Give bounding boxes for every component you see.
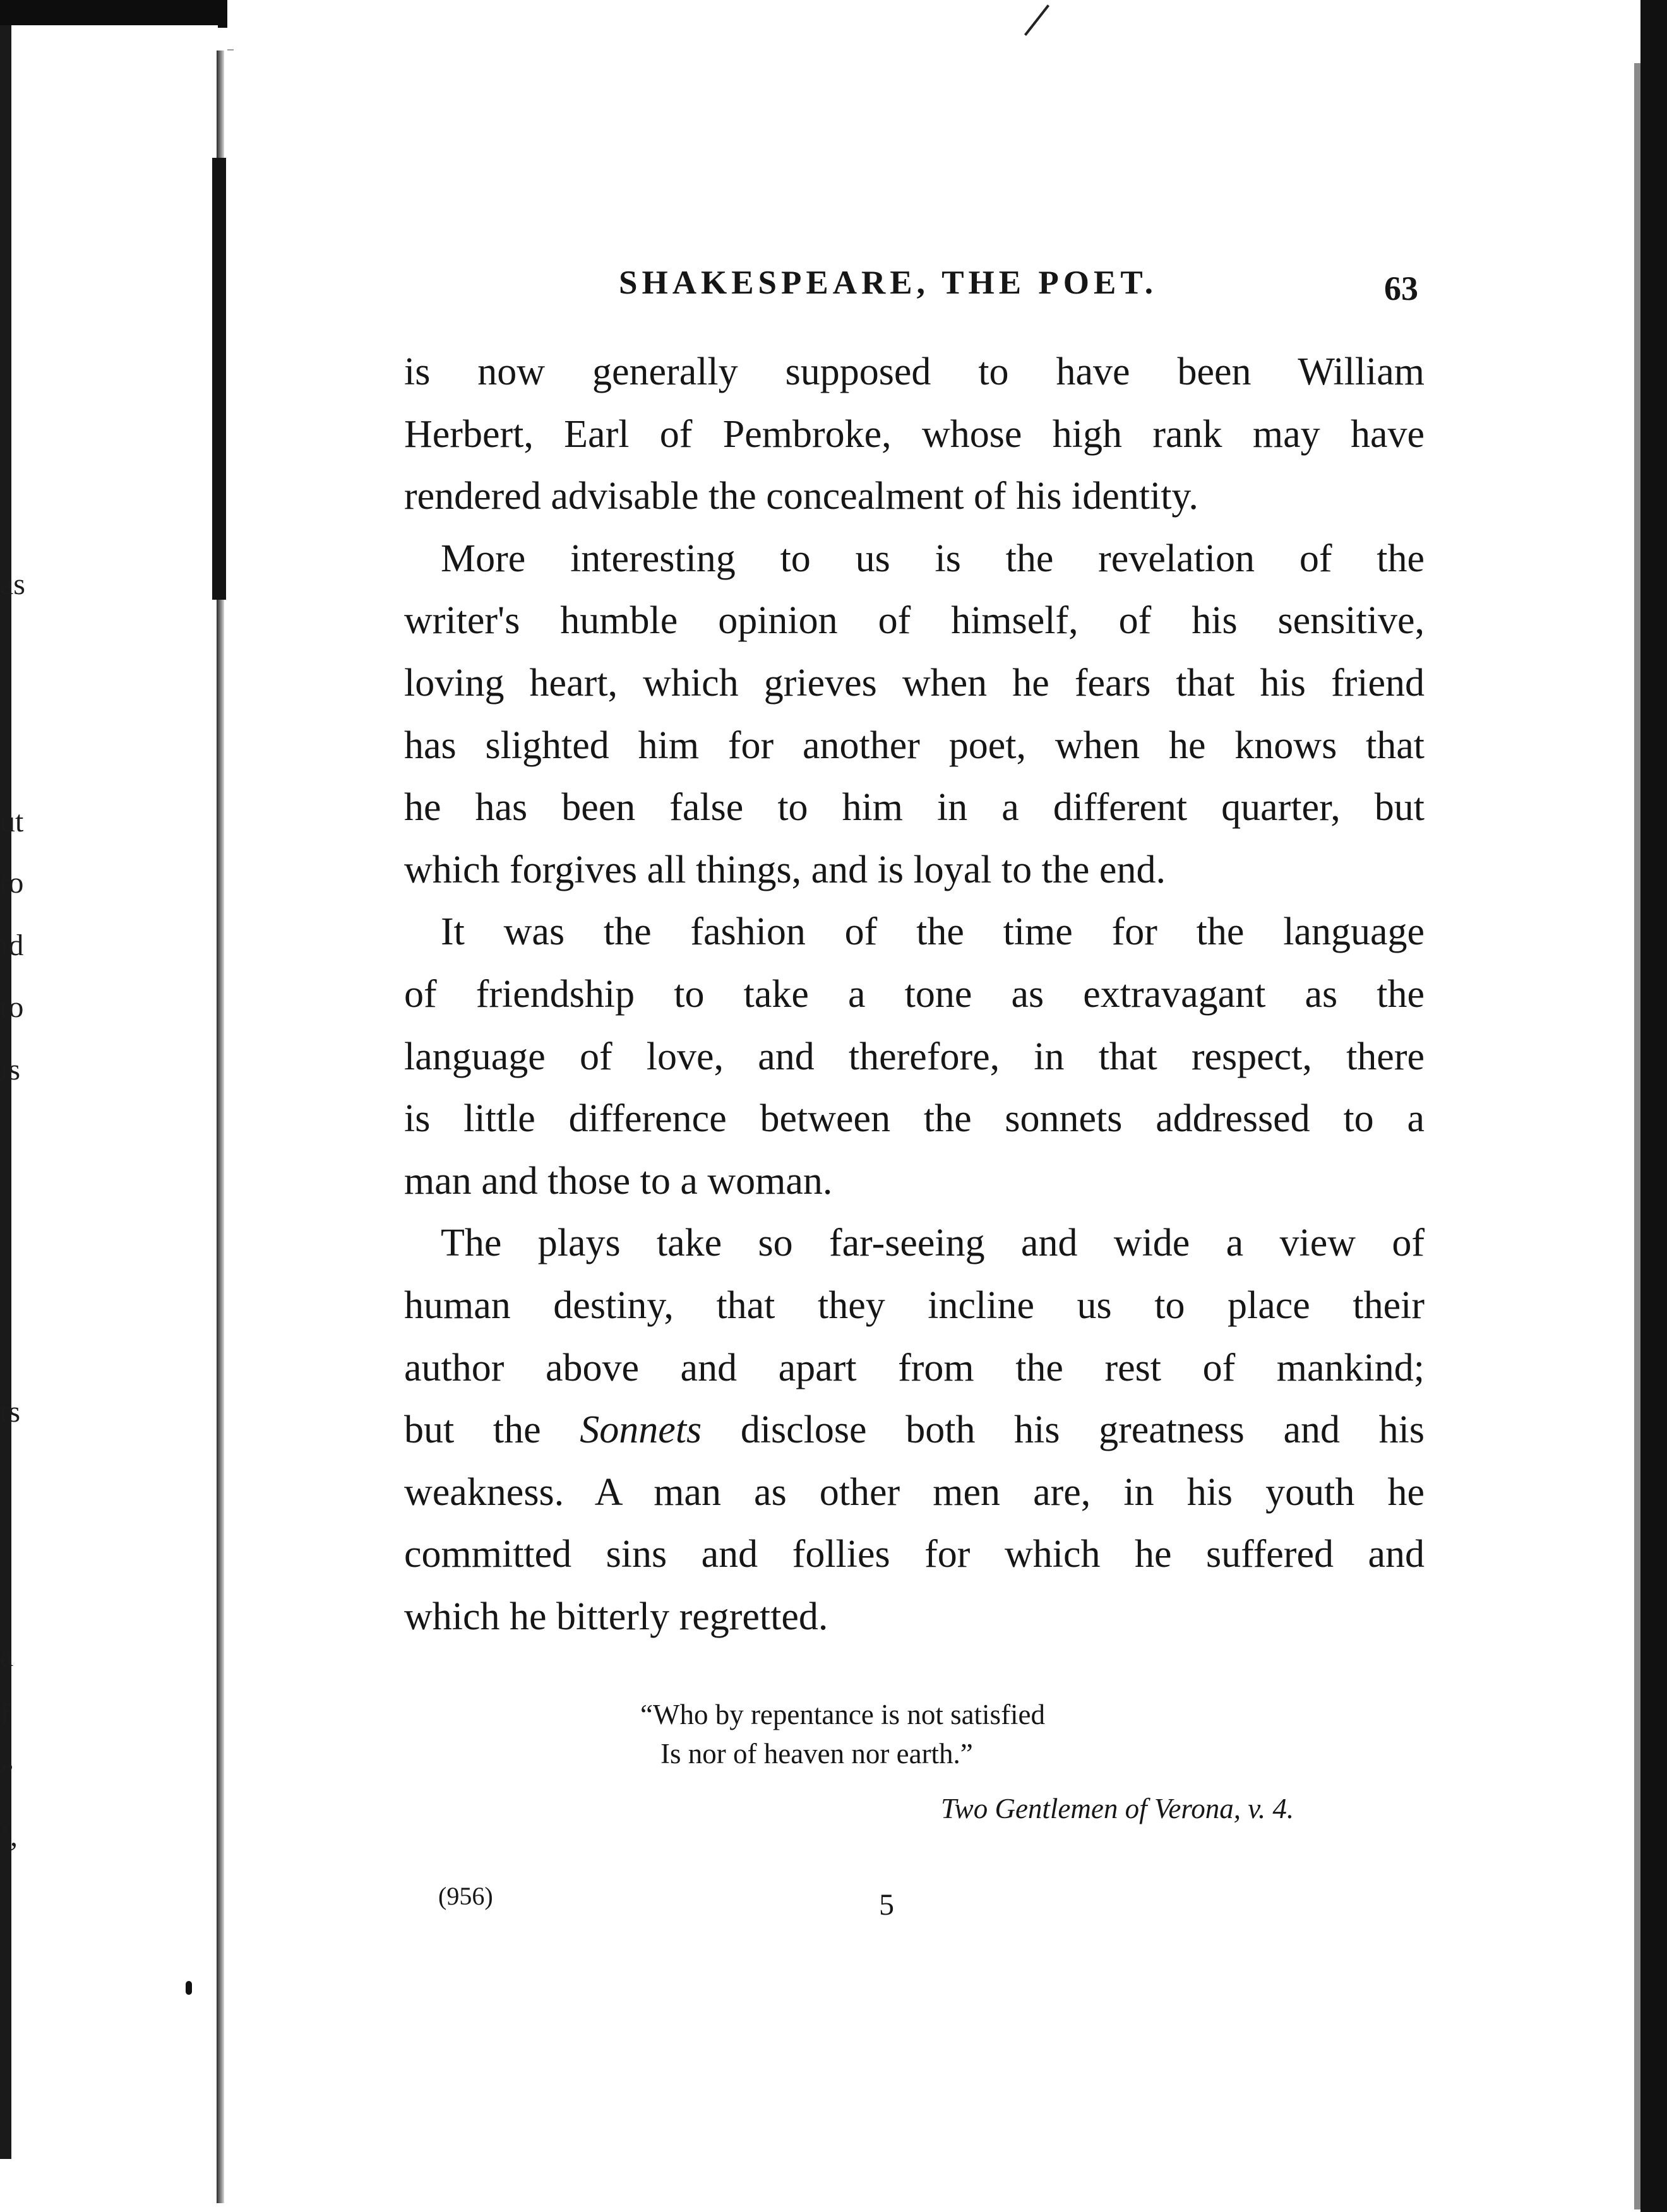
text-line: he has been false to him in a different quarter, but	[404, 786, 1425, 830]
text-line: The plays take so far-seeing and wide a view of	[441, 1222, 1425, 1265]
text-fragment: disclose both his greatness and his	[740, 1408, 1425, 1452]
previous-page	[0, 25, 218, 2197]
text-line: author above and apart from the rest of mankind;	[404, 1346, 1425, 1389]
text-line: language of love, and therefore, in that respect, there	[404, 1035, 1425, 1078]
left-page-fragment: as	[0, 568, 25, 601]
sheet-number: 5	[879, 1888, 894, 1922]
quote-source: Two Gentlemen of Verona, v. 4.	[941, 1793, 1294, 1824]
body-text	[404, 341, 1425, 1648]
text-line: writer's humble opinion of himself, of his sensitive,	[404, 599, 1425, 643]
signature-mark: (956)	[438, 1882, 493, 1910]
running-head: SHAKESPEARE, THE POET.	[619, 265, 1157, 301]
page-number: 63	[1384, 270, 1418, 307]
scan-top-margin	[227, 0, 1667, 51]
left-page-fragment: ts	[0, 1395, 21, 1429]
quote-line: “Who by repentance is not satisfied	[640, 1699, 1046, 1730]
left-page-fragment: ıs	[0, 1053, 21, 1086]
scan-top-shadow	[0, 0, 227, 28]
left-page-fragment: ut	[0, 805, 24, 838]
text-line: Herbert, Earl of Pembroke, whose high rank may have	[404, 412, 1425, 456]
text-line: human destiny, that they incline us to place their	[404, 1283, 1425, 1327]
text-line: committed sins and follies for which he suffered and	[404, 1533, 1425, 1576]
text-line: is little difference between the sonnets addressed to a	[404, 1097, 1425, 1141]
quote-line: Is nor of heaven nor earth.”	[660, 1738, 973, 1769]
text-line: which forgives all things, and is loyal to the end.	[404, 848, 1166, 891]
ink-spot	[186, 1981, 192, 1995]
text-line: rendered advisable the concealment of his identity.	[404, 475, 1198, 518]
text-line: More interesting to us is the revelation of the	[441, 537, 1425, 580]
left-page-fragment: ıd	[0, 929, 24, 962]
left-page-fragment: f	[0, 1698, 10, 1731]
text-line: is now generally supposed to have been William	[404, 350, 1425, 393]
text-line: has slighted him for another poet, when he knows that	[404, 723, 1425, 767]
spine-shadow	[212, 158, 226, 600]
text-line: loving heart, which grieves when he fears that his friend	[404, 661, 1425, 705]
text-line: weakness. A man as other men are, in his youth he	[404, 1470, 1425, 1514]
text-line: It was the fashion of the time for the language	[441, 910, 1425, 954]
left-page-fragment: ”	[0, 1758, 14, 1792]
text-line: which he bitterly regretted.	[404, 1595, 828, 1638]
left-page-fragment: to	[0, 866, 24, 900]
left-page-fragment: a	[0, 1639, 14, 1673]
text-fragment: but the	[404, 1408, 541, 1452]
text-line: man and those to a woman.	[404, 1159, 833, 1203]
left-page-fragment: to	[0, 990, 24, 1024]
text-line	[404, 1399, 1425, 1461]
left-page-fragment: ’,	[0, 1819, 18, 1853]
italic-title: Sonnets	[580, 1408, 702, 1452]
text-line: of friendship to take a tone as extravagant as the	[404, 972, 1425, 1016]
scan-right-edge	[1640, 0, 1667, 2212]
